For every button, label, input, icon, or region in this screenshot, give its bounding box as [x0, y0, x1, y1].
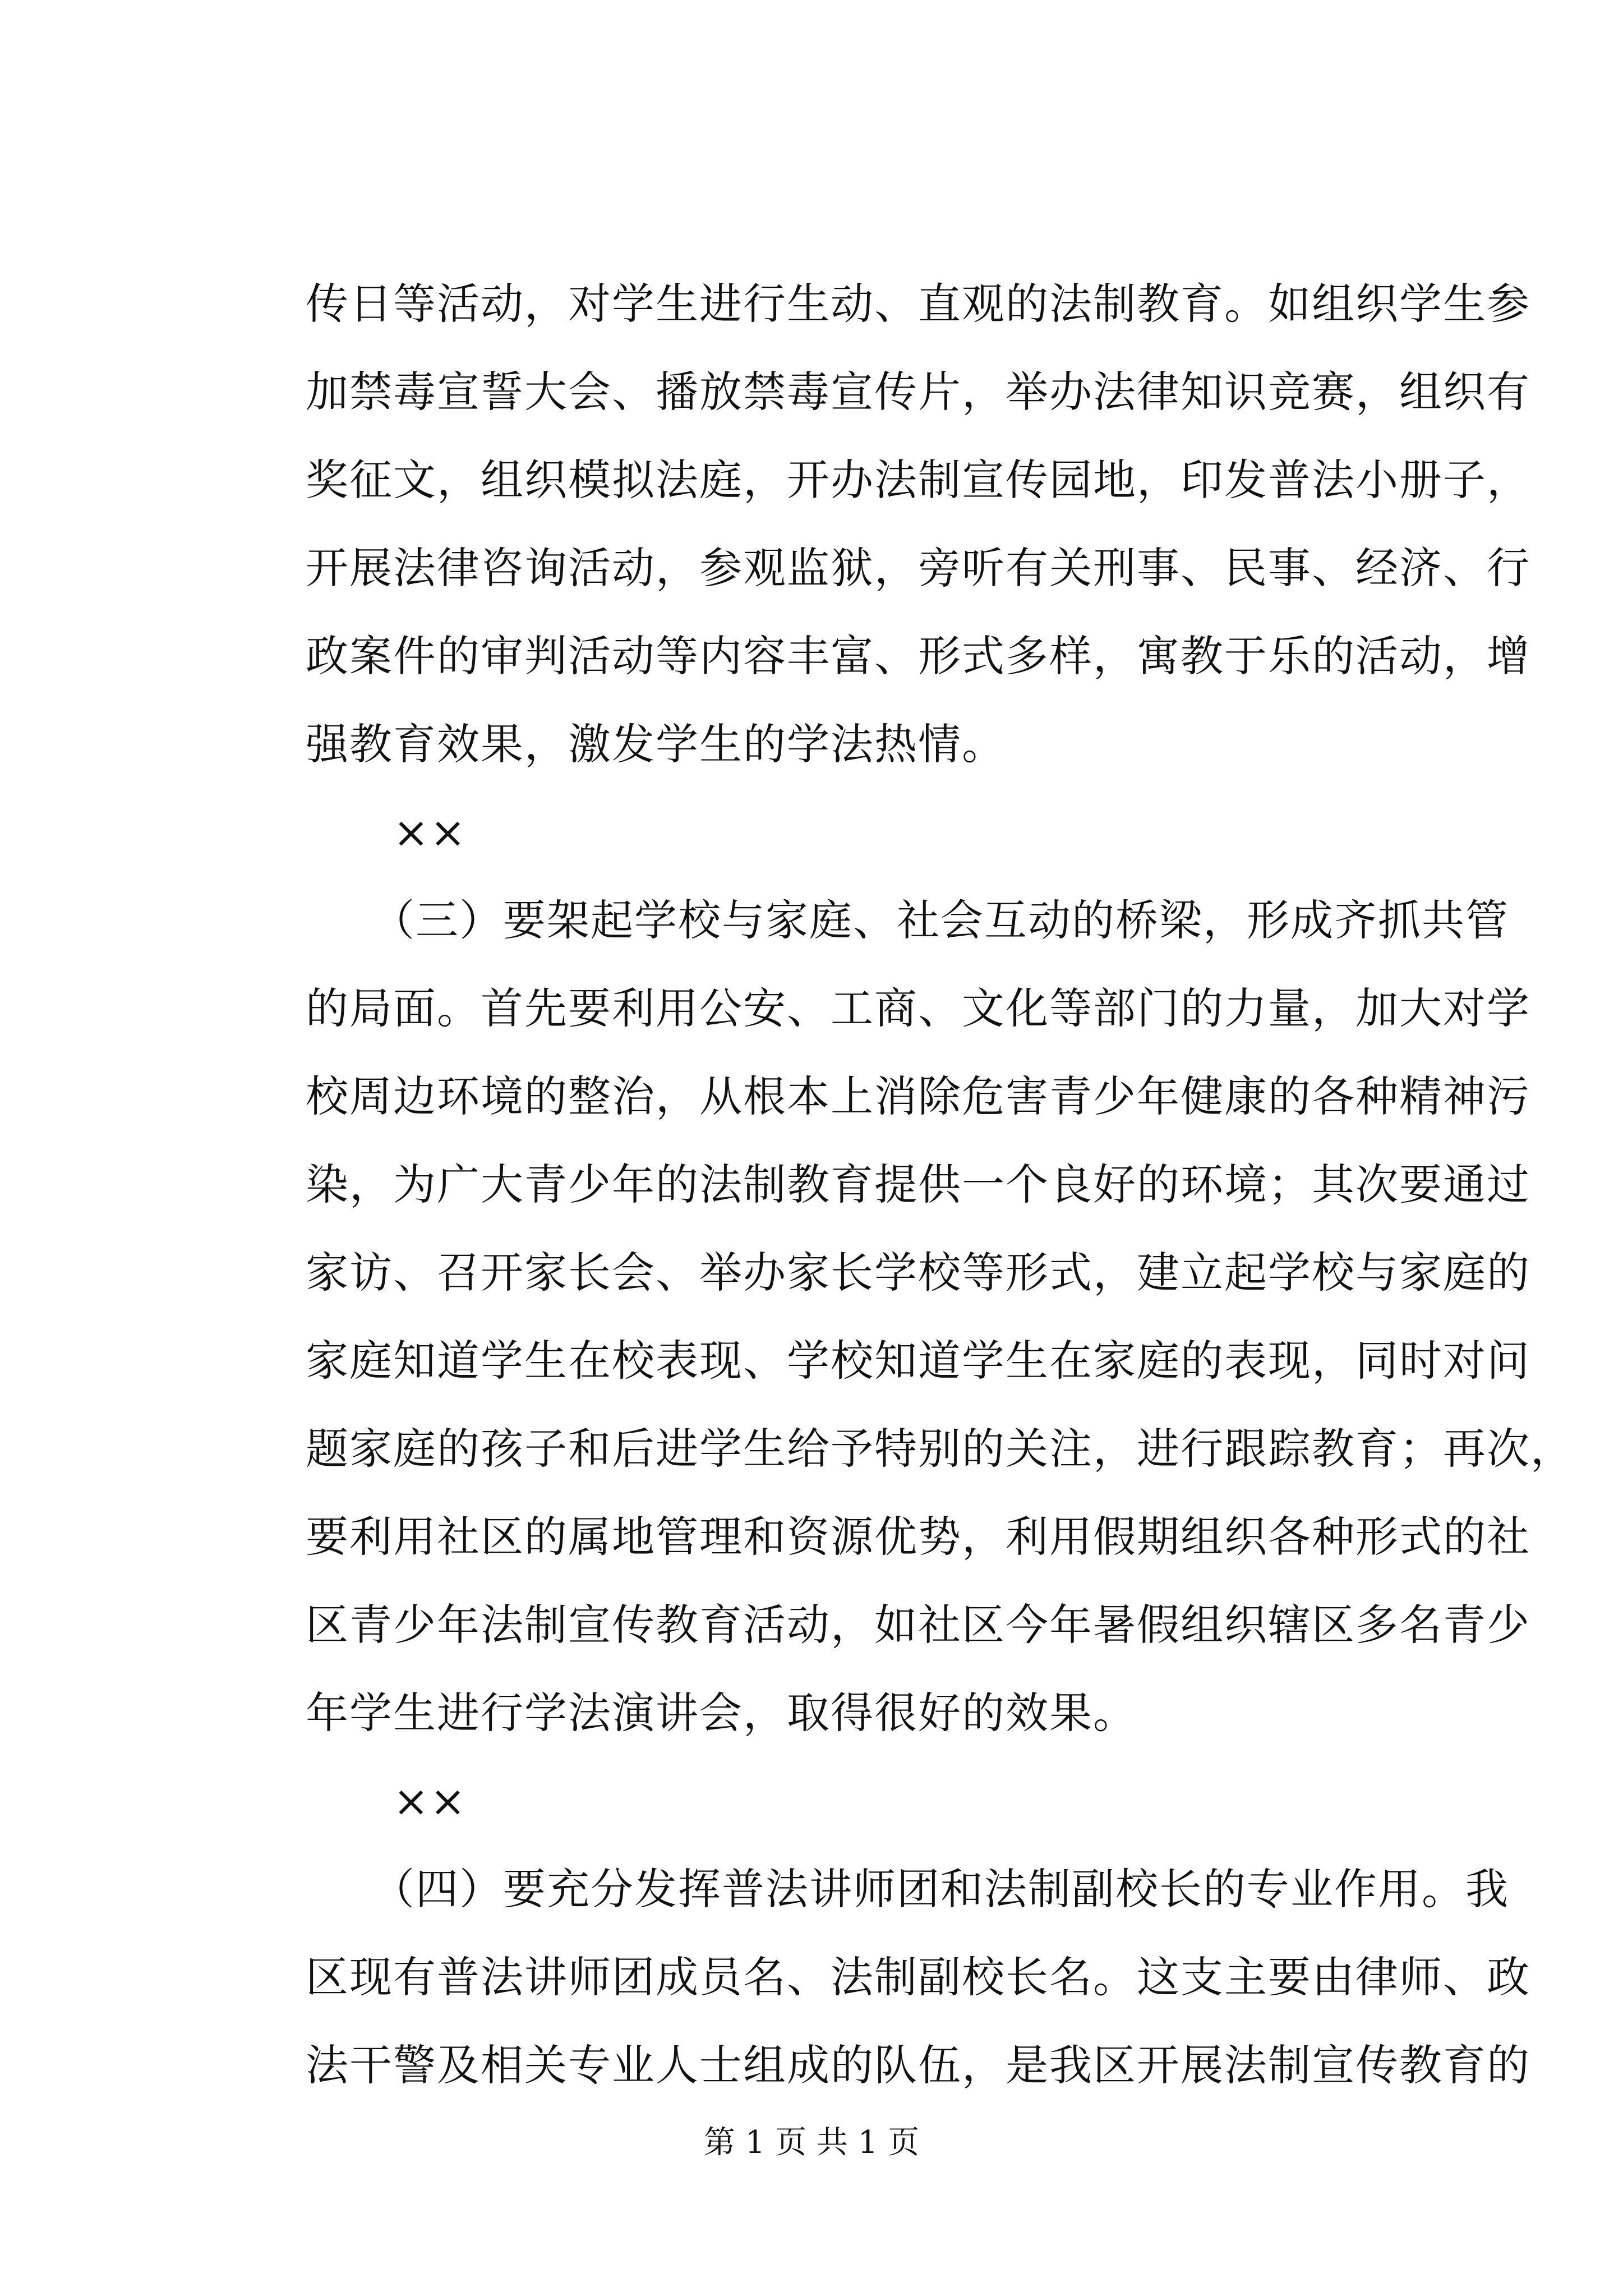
section-separator: ×× [306, 807, 467, 857]
body-text-line: 年学生进行学法演讲会，取得很好的效果。 [306, 1688, 1137, 1738]
body-text-line: 的局面。首先要利用公安、工商、文化等部门的力量，加大对学 [306, 983, 1530, 1033]
body-text-line: 校周边环境的整治，从根本上消除危害青少年健康的各种精神污 [306, 1071, 1530, 1121]
body-text-line: 要利用社区的属地管理和资源优势，利用假期组织各种形式的社 [306, 1512, 1530, 1562]
page-footer: 第 1 页 共 1 页 [703, 2124, 920, 2161]
body-text-line: 加禁毒宣誓大会、播放禁毒宣传片，举办法律知识竞赛，组织有 [306, 367, 1530, 417]
section-heading-line: （四）要充分发挥普法讲师团和法制副校长的专业作用。我 [306, 1864, 1509, 1914]
body-text-line: 法干警及相关专业人士组成的队伍，是我区开展法制宣传教育的 [306, 2040, 1530, 2090]
body-text-line: 强教育效果，激发学生的学法热情。 [306, 719, 1006, 769]
body-text-line: 区现有普法讲师团成员名、法制副校长名。这支主要由律师、政 [306, 1952, 1530, 2002]
body-text-line: 传日等活动，对学生进行生动、直观的法制教育。如组织学生参 [306, 279, 1530, 329]
section-separator: ×× [306, 1776, 467, 1826]
body-text-line: 区青少年法制宣传教育活动，如社区今年暑假组织辖区多名青少 [306, 1600, 1530, 1650]
body-text-line: 染，为广大青少年的法制教育提供一个良好的环境；其次要通过 [306, 1159, 1530, 1209]
body-text-line: 政案件的审判活动等内容丰富、形式多样，寓教于乐的活动，增 [306, 631, 1530, 681]
body-text-line: 家访、召开家长会、举办家长学校等形式，建立起学校与家庭的 [306, 1248, 1530, 1297]
body-text-line: 家庭知道学生在校表现、学校知道学生在家庭的表现，同时对问 [306, 1336, 1530, 1386]
body-text-line: 奖征文，组织模拟法庭，开办法制宣传园地，印发普法小册子， [306, 455, 1530, 505]
body-text-line: 开展法律咨询活动，参观监狱，旁听有关刑事、民事、经济、行 [306, 543, 1530, 593]
body-text-line: 题家庭的孩子和后进学生给予特别的关注，进行跟踪教育；再次， [306, 1424, 1574, 1474]
section-heading-line: （三）要架起学校与家庭、社会互动的桥梁，形成齐抓共管 [306, 895, 1509, 945]
